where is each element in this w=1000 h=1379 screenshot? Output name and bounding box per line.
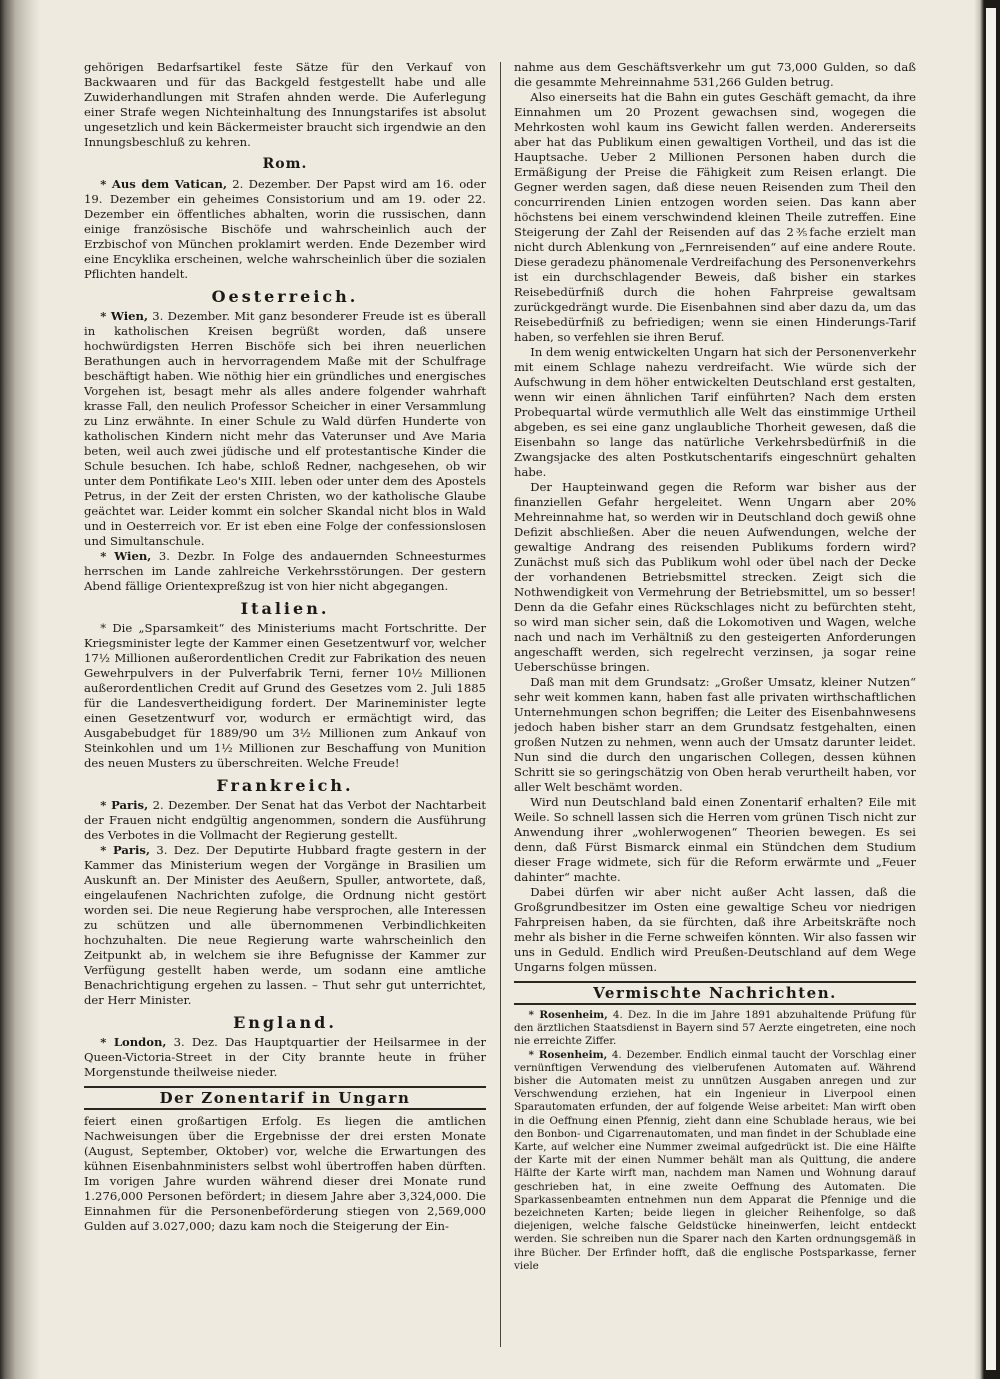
newspaper-page [84,60,918,1350]
zonentarif-paragraph-6: Wird nun Deutschland bald einen Zonentarif erhalten? Eile mit Weile. So schnell lassen sich die Herren vom grünen Tisch nicht zur Anwendung ihrer „wohlerwogenen“ Theorien bewegen. Es sei denn, daß Fürst Bismarck einmal ein Stündchen dem Studium dieser Frage widmete, sich für die Reform erwärmte und „Feuer dahinter“ machte. [514,795,916,884]
zonentarif-continuation: nahme aus dem Geschäftsverkehr um gut 73,000 Gulden, so daß die gesammte Mehreinnahme 531,266 Gulden betrug. [514,60,916,89]
heading-oesterreich: Oesterreich. [211,287,359,306]
scan-right-strip [986,8,996,1370]
dateline-wien-2: * Wien, [100,549,152,563]
zonentarif-paragraph-3: In dem wenig entwickelten Ungarn hat sich der Personenverkehr mit einem Schlage nahezu verdreifacht. Wie würde sich der Aufschwung in dem höher entwickelten Deutschland erst gestalten, wenn wir einen ähnlichen Tarif einführten? Nach dem ersten Probequartal würde vermuthlich alle Welt das einstimmige Urtheil abgeben, es sei eine ganz unglaubliche Thorheit gewesen, daß die Eisenbahn so lange das natürliche Verkehrsbedürfniß in die Zwangsjacke des alten Postkutschentarifs eingeschnürt gehalten habe. [514,345,916,479]
article-continuation: gehörigen Bedarfsartikel feste Sätze für den Verkauf von Backwaaren und für das Backgeld festgestellt habe und alle Zuwiderhandlungen mit Strafen ahnden werde. Die Auferlegung einer Strafe wegen Nichteinhaltung des Innungstarifes ist absolut ungesetzlich und kein Bäckermeister braucht sich irgendwie an den Innungsbeschluß zu kehren. [84,60,486,149]
heading-rom: Rom. [262,156,308,172]
right-column [514,60,916,1350]
dateline-wien-1: * Wien, [100,309,148,323]
article-italien: * Die „Sparsamkeit“ des Ministeriums macht Fortschritte. Der Kriegsminister legte der Kammer einen Gesetzentwurf vor, welcher 17½ Millionen außerordentlichen Credit zur Fabrikation des neuen Gewehrpulvers in der Pulverfabrik Terni, ferner 10½ Millionen außerordentlichen Credit auf Grund des Gesetzes vom 2. Juli 1885 für die Landesvertheidigung fordert. Der Marineminister legte einen Gesetzentwurf vor, wodurch er ermächtigt wird, das Ausgabebudget für 1889/90 um 3½ Millionen zum Ankauf von Steinkohlen und um 1½ Millionen zur Beschaffung von Munition des neuen Musters zu überschreiten. Welche Freude! [84,621,486,770]
column-divider [500,62,501,1347]
heading-england: England. [233,1013,337,1032]
article-rosenheim-1 [514,1009,916,1049]
heading-vermischte-nachrichten: Vermischte Nachrichten. [514,981,916,1005]
heading-italien: Italien. [240,599,330,618]
article-paris-2 [84,843,486,1008]
dateline-paris-2: * Paris, [100,843,150,857]
scan-right-edge [974,0,1000,1379]
article-rosenheim-2 [514,1049,916,1273]
zonentarif-paragraph-7: Dabei dürfen wir aber nicht außer Acht lassen, daß die Großgrundbesitzer im Osten eine gewaltige Scheu vor niedrigen Fahrpreisen haben, da sie fürchten, daß ihre Arbeitskräfte noch mehr als bisher in die Ferne schweifen könnten. Wir also fassen wir uns in Geduld. Endlich wird Preußen-Deutschland auf dem Wege Ungarns folgen müssen. [514,885,916,974]
article-wien-1-text: 3. Dezember. Mit ganz besonderer Freude ist es überall in katholischen Kreisen begrüßt worden, daß unsere hochwürdigsten Herren Bischöfe sich bei ihren neuerlichen Berathungen auch in hervorragendem Maße mit der Schulfrage beschäftigt haben. Wie nöthig hier ein gründliches und energisches Vorgehen ist, besagt mehr als alles andere folgender wahrhaft krasse Fall, den neulich Professor Scheicher in einer Versammlung zu Linz erwähnte. In einer Schule zu Wald dürfen Hunderte von katholischen Kindern nicht mehr das Vaterunser und Ave Maria beten, weil auch zwei jüdische und elf protestantische Kinder die Schule besuchen. Ich habe, schloß Redner, nachgesehen, ob wir unter dem Pontifikate Leo's XIII. leben oder unter dem des Apostels Petrus, in der Zeit der ersten Christen, wo der katholische Glaube geächtet war. Leider kommt ein solcher Skandal nicht blos in Wald und in Oesterreich vor. Er ist eben eine Folge der confessionslosen und Simultanschule. [84,309,486,548]
article-vatican [84,177,486,282]
article-vatican-text: 2. Dezember. Der Papst wird am 16. oder 19. Dezember ein geheimes Consistorium und am 19. oder 22. Dezember ein öffentliches abhalten, worin die russischen, dann einige französische Bischöfe und wahrscheinlich auch der Erzbischof von München proklamirt werden. Ende Dezember wird eine Encyklika erscheinen, welche wahrscheinlich über die sozialen Pflichten handelt. [84,177,486,281]
article-wien-2-text: 3. Dezbr. In Folge des andauernden Schneesturmes herrschen im Lande zahlreiche Verkehrsstörungen. Der gestern Abend fällige Orientexpreßzug ist von hier nicht abgegangen. [84,549,486,593]
zonentarif-paragraph-2: Also einerseits hat die Bahn ein gutes Geschäft gemacht, da ihre Einnahmen um 20 Prozent gewachsen sind, wogegen die Mehrkosten wohl kaum ins Gewicht fallen werden. Andererseits aber hat das Publikum einen gewaltigen Vortheil, und das ist die Hauptsache. Ueber 2 Millionen Personen haben durch die Ermäßigung der Preise die Fähigkeit zum Reisen erlangt. Die Gegner werden sagen, daß diese neuen Reisenden zum Theil den concurrirenden Linien entzogen worden seien. Das kann aber höchstens bei einem verschwindend kleinen Theile zutreffen. Eine Steigerung der Zahl der Reisenden auf das 2⅗fache erzielt man nicht durch Ablenkung von „Fernreisenden“ auf eine andere Route. Diese geradezu phänomenale Verdreifachung des Personenverkehrs ist ein durchschlagender Beweis, daß bisher ein starkes Reisebedürfniß durch die hohen Fahrpreise gewaltsam zurückgedrängt wurde. Die Eisenbahnen sind aber dazu da, um das Reisebedürfniß zu befriedigen; wenn sie einen Hinderungs-Tarif haben, so verfehlen sie ihren Beruf. [514,90,916,344]
article-rosenheim-1-text: 4. Dez. In die im Jahre 1891 abzuhaltende Prüfung für den ärztlichen Staatsdienst in Bayern sind 57 Aerzte eingetreten, eine noch nie erreichte Ziffer. [514,1009,916,1048]
article-zonentarif: feiert einen großartigen Erfolg. Es liegen die amtlichen Nachweisungen über die Ergebnisse der drei ersten Monate (August, September, Oktober) vor, welche die Erwartungen des kühnen Eisenbahnministers selbst wohl übertroffen haben dürften. Im vorigen Jahre wurden während dieser drei Monate rund 1.276,000 Personen befördert; in diesem Jahre aber 3,324,000. Die Einnahmen für die Personenbeförderung stiegen von 2,569,000 Gulden auf 3.027,000; dazu kam noch die Steigerung der Ein- [84,1114,486,1233]
heading-zonentarif: Der Zonentarif in Ungarn [84,1086,486,1110]
dateline-rosenheim-2: * Rosenheim, [528,1048,608,1061]
dateline-rosenheim-1: * Rosenheim, [528,1009,608,1021]
article-wien-2 [84,549,486,594]
dateline-vatican: * Aus dem Vatican, [100,177,228,191]
article-london [84,1035,486,1080]
heading-frankreich: Frankreich. [216,776,354,795]
dateline-london: * London, [100,1035,167,1049]
article-london-text: 3. Dez. Das Hauptquartier der Heilsarmee in der Queen-Victoria-Street in der City brannte heute in früher Morgenstunde theilweise nieder. [84,1035,486,1079]
zonentarif-paragraph-5: Daß man mit dem Grundsatz: „Großer Umsatz, kleiner Nutzen“ sehr weit kommen kann, haben fast alle privaten wirthschaftlichen Unternehmungen schon begriffen; die Leiter des Eisenbahnwesens jedoch haben bisher starr an dem Grundsatz festgehalten, einen großen Nutzen zu nehmen, wenn auch der Umsatz darunter leidet. Nun sind die durch den ungarischen Collegen, dessen kühnen Schritt sie so geringschätzig von Oben herab verurtheilt haben, vor aller Welt beschämt worden. [514,675,916,794]
article-rosenheim-2-text: 4. Dezember. Endlich einmal taucht der Vorschlag einer vernünftigen Verwendung des vielberufenen Automaten auf. Während bisher die Automaten meist zu unnützen Ausgaben anregen und zur Verschwendung erziehen, hat ein Ingenieur in Liverpool einen Sparautomaten erfunden, der auf folgende Weise arbeitet: Man wirft oben in die Oeffnung einen Pfennig, zieht dann eine Schublade heraus, wie bei den Bonbon- und Cigarrenautomaten, und man findet in der Schublade eine Karte, auf welcher eine Nummer zweimal aufgedrückt ist. Die eine Hälfte der Karte mit der einen Nummer behält man als Quittung, die andere Hälfte der Karte wirft man, nachdem man Namen und Wohnung darauf geschrieben hat, in eine zweite Oeffnung des Automaten. Die Sparkassenbeamten entnehmen nun dem Apparat die Pfennige und die bezeichneten Karten; beide liegen in gleicher Reihenfolge, so daß diejenigen, welche falsche Geldstücke hineinwerfen, leicht entdeckt werden. Sie schreiben nun die Sparer nach den Karten ordnungsgemäß in ihre Bücher. Der Erfinder hofft, daß die englische Postsparkasse, ferner viele [514,1048,916,1272]
dateline-paris-1: * Paris, [100,798,149,812]
zonentarif-paragraph-4: Der Haupteinwand gegen die Reform war bisher aus der finanziellen Gefahr hergeleitet. Wenn Ungarn aber 20% Mehreinnahme hat, so werden wir in Deutschland doch gewiß ohne Defizit abschließen. Aber die neuen Aufwendungen, welche der gewaltige Andrang des reisenden Publikums fordern wird? Zunächst muß sich das Publikum wohl oder übel nach der Decke der vorhandenen Betriebsmittel strecken. Zeigt sich die Nothwendigkeit von Vermehrung der Betriebsmittel, um so besser! Denn da die Gefahr eines Rückschlages nicht zu befürchten steht, so wird man sicher sein, daß die Lokomotiven und Wagen, welche nach und nach im Verhältniß zu den gesteigerten Anforderungen angeschafft werden, sich regelrecht verzinsen, ja sogar reine Ueberschüsse bringen. [514,480,916,674]
article-paris-1-text: 2. Dezember. Der Senat hat das Verbot der Nachtarbeit der Frauen nicht endgültig angenommen, sondern die Ausführung des Verbotes in die Vollmacht der Regierung gestellt. [84,798,486,842]
article-wien-1 [84,309,486,549]
article-paris-2-text: 3. Dez. Der Deputirte Hubbard fragte gestern in der Kammer das Ministerium wegen der Vorgänge in Brasilien um Auskunft an. Der Minister des Aeußern, Spuller, antwortete, daß, eingelaufenen Nachrichten zufolge, die Ordnung nicht gestört worden sei. Die neue Regierung habe versprochen, alle Interessen zu schützen und alle übernommenen Verbindlichkeiten hochzuhalten. Die neue Regierung warte wahrscheinlich den Zeitpunkt ab, in welchem sie ihre Befugnisse der Kammer zur Verfügung gestellt haben werde, um sodann eine amtliche Benachrichtigung ergehen zu lassen. – Thut sehr gut unterrichtet, der Herr Minister. [84,843,486,1007]
left-column [84,60,486,1350]
article-paris-1 [84,798,486,843]
scan-left-edge [0,0,40,1379]
